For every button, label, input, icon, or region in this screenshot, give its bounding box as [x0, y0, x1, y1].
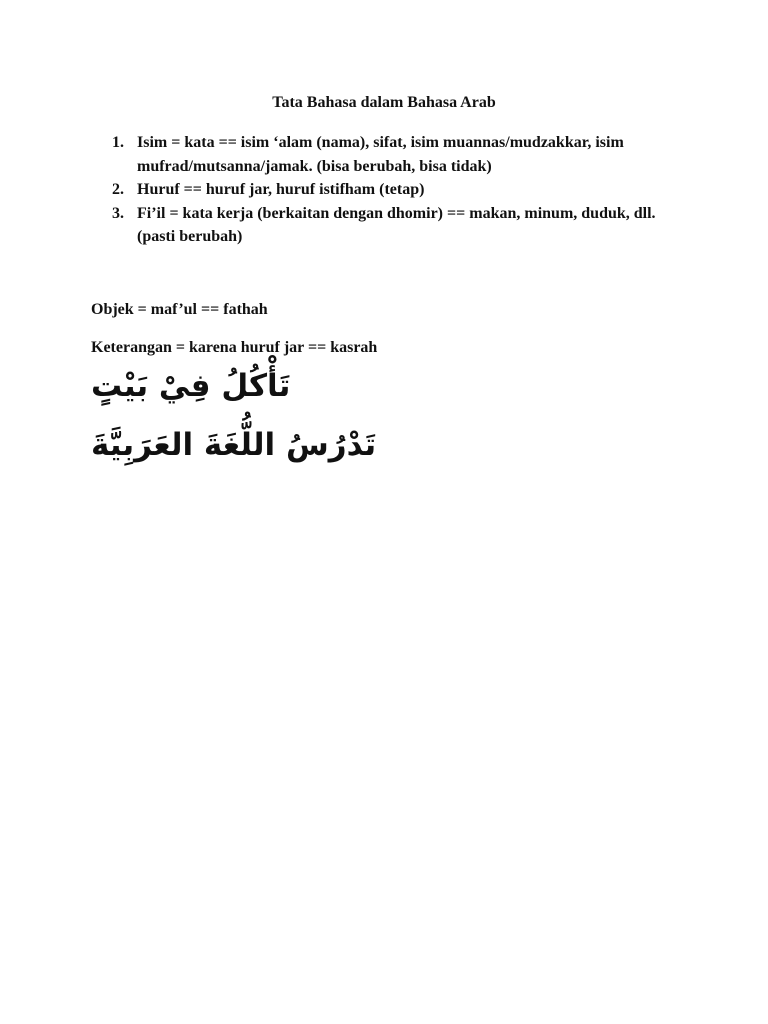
list-item-number: 1.	[112, 134, 124, 151]
numbered-list	[112, 131, 692, 249]
objek-paragraph: Objek = maf’ul == fathah	[91, 301, 268, 318]
document-title: Tata Bahasa dalam Bahasa Arab	[272, 94, 496, 111]
keterangan-paragraph: Keterangan = karena huruf jar == kasrah	[91, 339, 378, 356]
list-item-text: Isim = kata == isim ‘alam (nama), sifat, isim muannas/mudzakkar, isim mufrad/mutsanna/jamak. (bisa berubah, bisa tidak)	[137, 134, 624, 175]
list-item	[112, 131, 692, 178]
list-item-text: Fi’il = kata kerja (berkaitan dengan dhomir) == makan, minum, duduk, dll. (pasti berubah)	[137, 204, 656, 245]
arabic-sentence-1: تَأْكُلُ فِيْ بَيْتٍ	[91, 368, 291, 404]
list-item	[112, 178, 692, 202]
list-item-number: 2.	[112, 181, 124, 198]
list-item-text: Huruf == huruf jar, huruf istifham (tetap)	[137, 181, 425, 198]
list-item	[112, 202, 692, 249]
list-item-number: 3.	[112, 204, 124, 222]
arabic-sentence-2: تَدْرُسُ اللُّغَةَ العَرَبِيَّةَ	[91, 427, 377, 463]
